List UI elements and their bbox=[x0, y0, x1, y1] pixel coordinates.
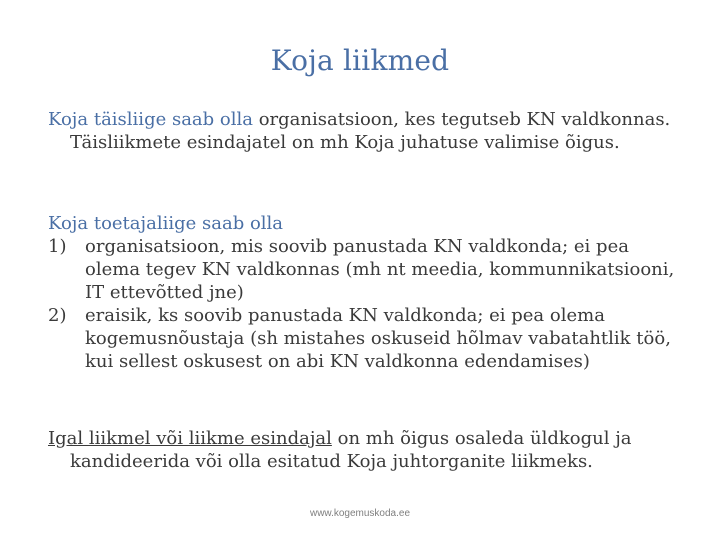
list-item-text: organisatsioon, mis soovib panustada KN valdkonda; ei pea olema tegev KN valdkonnas (mh nt meedia, kommunnikatsiooni, IT ettevõtted jne) bbox=[85, 236, 675, 303]
full-member-section bbox=[48, 108, 688, 154]
list-item-number: 2) bbox=[48, 305, 67, 326]
support-member-heading: Koja toetajaliige saab olla bbox=[48, 213, 284, 234]
support-member-section bbox=[48, 212, 688, 373]
full-member-paragraph bbox=[48, 108, 688, 154]
rights-text: on mh õigus osaleda üldkogul ja kandideerida või olla esitatud Koja juhtorganite liikmeks. bbox=[70, 428, 632, 472]
rights-section bbox=[48, 427, 688, 473]
list-item bbox=[48, 235, 688, 304]
full-member-text: organisatsioon, kes tegutseb KN valdkonnas. Täisliikmete esindajatel on mh Koja juhatuse valimise õigus. bbox=[70, 109, 671, 153]
support-member-list bbox=[48, 235, 688, 373]
list-item-text: eraisik, ks soovib panustada KN valdkonda; ei pea olema kogemusnõustaja (sh mistahes oskuseid hõlmav vabatahtlik töö, kui sellest oskusest on abi KN valdkonna edendamises) bbox=[85, 305, 671, 372]
list-item bbox=[48, 304, 688, 373]
footer-url: www.kogemuskoda.ee bbox=[309, 508, 411, 519]
full-member-heading: Koja täisliige saab olla bbox=[48, 109, 253, 130]
list-item-number: 1) bbox=[48, 236, 67, 257]
slide-title: Koja liikmed bbox=[270, 44, 450, 77]
rights-paragraph bbox=[48, 427, 688, 473]
rights-underlined-text: Igal liikmel või liikme esindajal bbox=[48, 428, 332, 449]
